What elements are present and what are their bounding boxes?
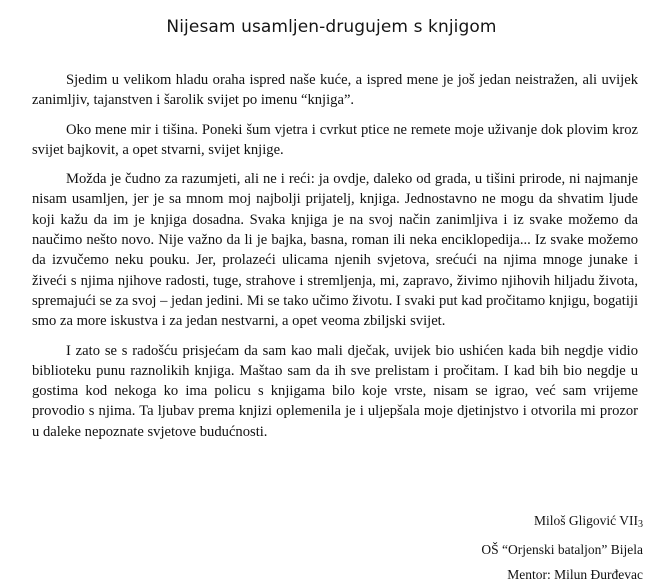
author-class-suffix: 3 [638, 519, 643, 530]
signature-block [481, 508, 643, 587]
paragraph-3: Možda je čudno za razumjeti, ali ne i reći: ja ovdje, daleko od grada, u tišini prirode, ni najmanje nisam usamljen, jer je sa mnom moj najbolji prijatelj, knjiga. Jednostavno ne mogu da shvatim ljude koji kažu da im je knjiga dosadna. Svaka knjiga je na svoj način zanimljiva i iz svake možemo da naučimo nešto novo. Nije važno da li je bajka, basna, roman ili neka enciklopedija... Iz svake možemo da izvučemo neku pouku. Jer, prolazeći ulicama njenih svjetova, srećući na njima mnoge junake i živeći s njima njihove radosti, tuge, strahove i stremljenja, mi, zapravo, živimo njihovih hiljadu života, spremajući se za svoj – jedan jedini. Mi se tako učimo životu. I svaki put kad pročitamo knjigu, bogatiji smo za more iskustva i za jedan nestvarni, a opet veoma zbiljski svijet. [32, 171, 638, 330]
author-name: Miloš Gligović VII [534, 513, 638, 528]
paragraph-2: Oko mene mir i tišina. Poneki šum vjetra i cvrkut ptice ne remete moje uživanje dok plovim kroz svijet bajkovit, a opet stvarni, svijet knjige. [32, 121, 638, 158]
mentor-line: Mentor: Milun Đurđevac [507, 567, 643, 582]
paragraph-1: Sjedim u velikom hladu oraha ispred naše kuće, a ispred mene je još jedan neistražen, ali uvijek zanimljiv, tajanstven i šarolik svijet po imenu “knjiga”. [32, 72, 638, 109]
document-title: Nijesam usamljen-drugujem s knjigom [166, 17, 497, 37]
document-body [32, 70, 638, 451]
paragraph-4: I zato se s radošću prisjećam da sam kao mali dječak, uvijek bio ushićen kada bih negdje vidio biblioteku punu raznolikih knjiga. Maštao sam da ih sve prelistam i pročitam. I kad bih bio negdje u gostima kod nekoga ko ima policu s knjigama bilo koje vrste, nisam se igrao, već sam vrijeme provodio s njima. Ta ljubav prema knjizi oplemenila je i uljepšala moje djetinjstvo i otvorila mi prozor u daleke nepoznate svjetove budućnosti. [32, 342, 638, 440]
author-line [481, 508, 643, 537]
school-line: OŠ “Orjenski bataljon” Bijela [481, 542, 643, 557]
